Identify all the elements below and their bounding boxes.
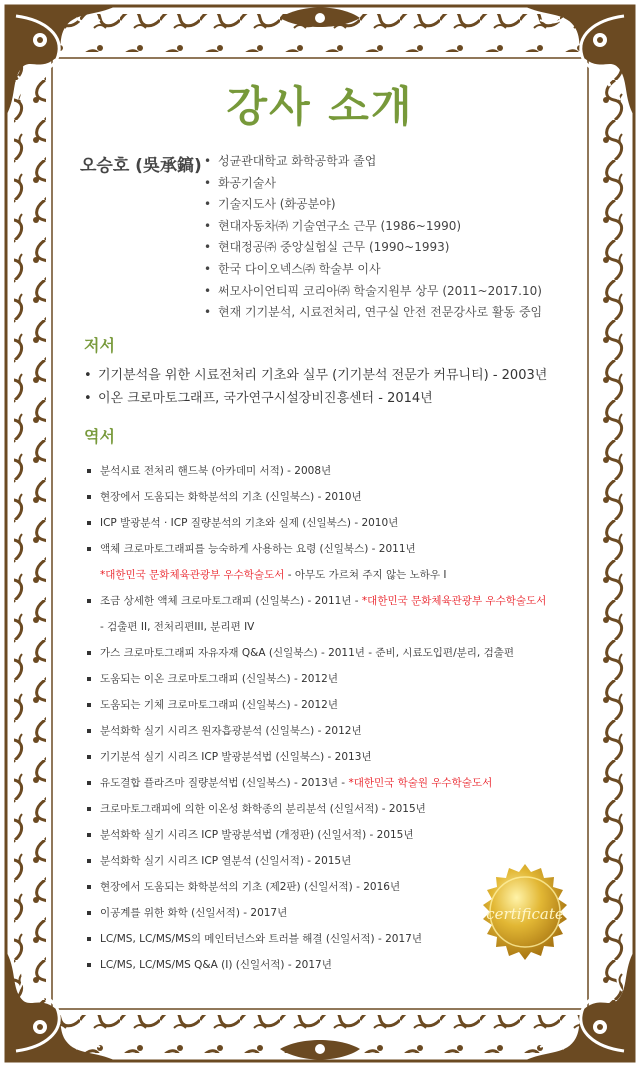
book-item: • 이온 크로마토그래프, 국가연구시설장비진흥센터 - 2014년	[84, 387, 547, 410]
books-heading: 저서	[84, 336, 115, 355]
translation-note-line	[86, 619, 546, 645]
translation-item	[86, 489, 546, 515]
certificate-seal	[475, 862, 575, 962]
translation-text: 현장에서 도움되는 화학분석의 기초 (제2판) (신일서적) - 2016년	[100, 881, 401, 893]
award-note: *대한민국 학술원 우수학술도서	[348, 777, 493, 789]
translation-subtitle: - 아무도 가르쳐 주지 않는 노하우 I	[284, 569, 447, 581]
translation-text: LC/MS, LC/MS/MS의 메인터넌스와 트러블 해결 (신일서적) - 2017년	[100, 933, 422, 945]
career-item: • 현대정공㈜ 중앙실험실 근무 (1990~1993)	[218, 237, 542, 259]
translation-item	[86, 645, 546, 671]
award-note: *대한민국 문화체육관광부 우수학술도서	[361, 595, 547, 607]
translation-subtitle: - 검출편 II, 전처리편III, 분리편 IV	[100, 621, 255, 633]
career-item: • 기술지도사 (화공분야)	[218, 194, 542, 216]
career-item: • 화공기술사	[218, 173, 542, 195]
career-list	[218, 151, 542, 324]
translation-item	[86, 541, 546, 567]
translation-text: 도움되는 기체 크로마토그래피 (신일북스) - 2012년	[100, 699, 338, 711]
career-item: • 써모사이언티픽 코리아㈜ 학술지원부 상무 (2011~2017.10)	[218, 281, 542, 303]
translation-item	[86, 463, 546, 489]
translation-item	[86, 697, 546, 723]
award-note: *대한민국 문화체육관광부 우수학술도서	[100, 569, 285, 581]
translation-item	[86, 801, 546, 827]
instructor-name: 오승호 (吳承鎬)	[80, 156, 202, 176]
translation-text: 분석화학 실기 시리즈 원자흡광분석 (신일북스) - 2012년	[100, 725, 362, 737]
career-item: • 성균관대학교 화학공학과 졸업	[218, 151, 542, 173]
translation-text: ICP 발광분석 · ICP 질량분석의 기초와 실제 (신일북스) - 2010년	[100, 517, 399, 529]
career-item: • 현재 기기분석, 시료전처리, 연구실 안전 전문강사로 활동 중임	[218, 302, 542, 324]
career-item: • 한국 다이오넥스㈜ 학술부 이사	[218, 259, 542, 281]
translation-text: 분석화학 실기 시리즈 ICP 발광분석법 (개정판) (신일서적) - 2015년	[100, 829, 414, 841]
translation-item	[86, 749, 546, 775]
translation-item	[86, 593, 546, 619]
translation-text: 기기분석 실기 시리즈 ICP 발광분석법 (신일북스) - 2013년	[100, 751, 372, 763]
translation-item	[86, 515, 546, 541]
translation-text: 액체 크로마토그래피를 능숙하게 사용하는 요령 (신일북스) - 2011년	[100, 543, 416, 555]
book-item: • 기기분석을 위한 시료전처리 기초와 실무 (기기분석 전문가 커뮤니티) - 2003년	[84, 364, 547, 387]
books-list	[84, 364, 547, 410]
translations-heading: 역서	[84, 427, 115, 446]
page-title: 강사 소개	[226, 82, 414, 131]
translation-note-line	[86, 567, 546, 593]
translation-text: 분석시료 전처리 핸드북 (아카데미 서적) - 2008년	[100, 465, 332, 477]
translation-text: 조금 상세한 액체 크로마토그래피 (신일북스) - 2011년 -	[100, 595, 362, 607]
translation-item	[86, 775, 546, 801]
translation-item	[86, 827, 546, 853]
translation-text: 도움되는 이온 크로마토그래피 (신일북스) - 2012년	[100, 673, 338, 685]
translation-text: 분석화학 실기 시리즈 ICP 열분석 (신일서적) - 2015년	[100, 855, 352, 867]
career-item: • 현대자동차㈜ 기술연구소 근무 (1986~1990)	[218, 216, 542, 238]
translation-text: 크로마토그래피에 의한 이온성 화학종의 분리분석 (신일서적) - 2015년	[100, 803, 426, 815]
translation-text: 현장에서 도움되는 화학분석의 기초 (신일북스) - 2010년	[100, 491, 362, 503]
translation-text: 가스 크로마토그래피 자유자재 Q&A (신일북스) - 2011년 - 준비, 시료도입편/분리, 검출편	[100, 647, 515, 659]
translation-text: 유도결합 플라즈마 질량분석법 (신일북스) - 2013년 -	[100, 777, 349, 789]
translation-item	[86, 723, 546, 749]
seal-text: certificate	[486, 905, 564, 923]
translation-text: 이공계를 위한 화학 (신일서적) - 2017년	[100, 907, 288, 919]
translation-text: LC/MS, LC/MS/MS Q&A (I) (신일서적) - 2017년	[100, 959, 332, 971]
translation-item	[86, 671, 546, 697]
